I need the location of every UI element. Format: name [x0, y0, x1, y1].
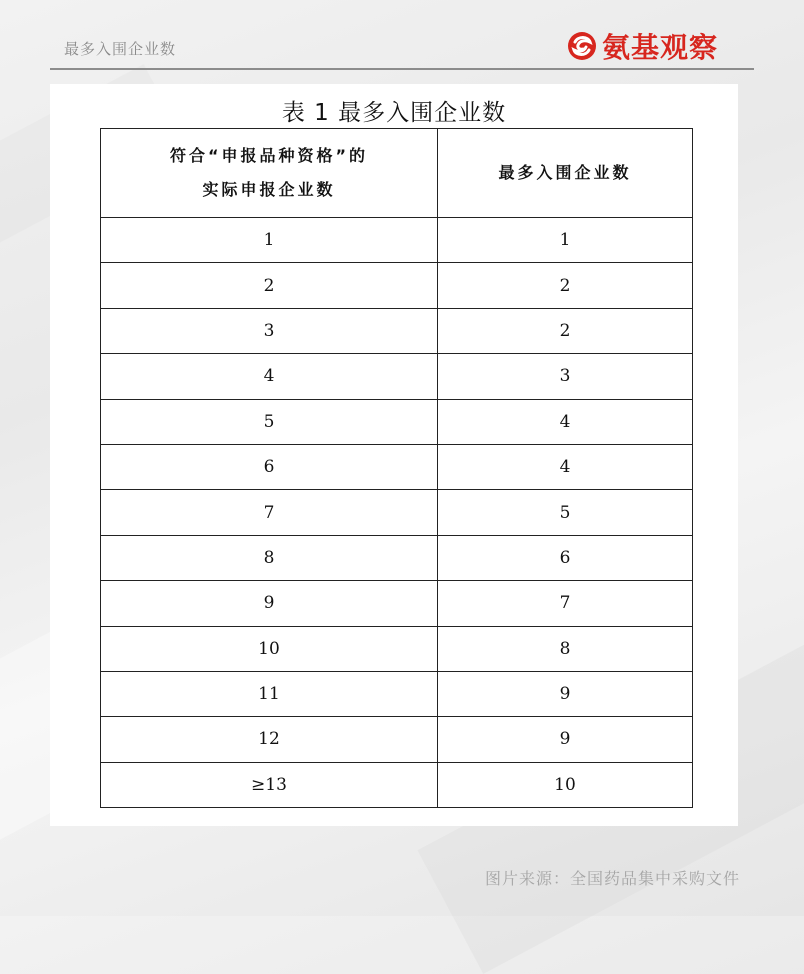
cell-max-winners: 5 [438, 490, 693, 535]
cell-applicants: ≥13 [101, 762, 438, 807]
table-row [101, 263, 693, 308]
cell-applicants: 4 [101, 354, 438, 399]
page-header [0, 0, 804, 72]
table-row [101, 717, 693, 762]
cell-applicants: 11 [101, 671, 438, 716]
table-row [101, 444, 693, 489]
brand-logo [566, 26, 718, 66]
table-row [101, 308, 693, 353]
cell-max-winners: 1 [438, 218, 693, 263]
data-table [100, 128, 693, 808]
column-header-max-winners: 最多入围企业数 [438, 129, 693, 218]
cell-applicants: 1 [101, 218, 438, 263]
table-row [101, 490, 693, 535]
cell-applicants: 2 [101, 263, 438, 308]
cell-max-winners: 2 [438, 308, 693, 353]
cell-applicants: 7 [101, 490, 438, 535]
cell-applicants: 10 [101, 626, 438, 671]
table-row [101, 762, 693, 807]
header-title: 最多入围企业数 [64, 40, 177, 58]
document-page [50, 84, 738, 826]
table-row [101, 354, 693, 399]
cell-applicants: 6 [101, 444, 438, 489]
cell-max-winners: 6 [438, 535, 693, 580]
logo-text: 氨基观察 [602, 31, 719, 64]
table-header-row [101, 129, 693, 218]
cell-max-winners: 8 [438, 626, 693, 671]
table-row [101, 218, 693, 263]
column-header-applicants [101, 129, 438, 218]
cell-max-winners: 10 [438, 762, 693, 807]
swirl-logo-icon [566, 30, 598, 62]
cell-max-winners: 9 [438, 671, 693, 716]
cell-max-winners: 9 [438, 717, 693, 762]
cell-applicants: 12 [101, 717, 438, 762]
header-line: 实际申报企业数 [202, 180, 336, 199]
table-title: 表 1 最多入围企业数 [281, 100, 507, 126]
header-line: 符合“申报品种资格”的 [169, 146, 369, 165]
table-row [101, 535, 693, 580]
cell-max-winners: 3 [438, 354, 693, 399]
cell-max-winners: 2 [438, 263, 693, 308]
cell-max-winners: 4 [438, 399, 693, 444]
cell-applicants: 8 [101, 535, 438, 580]
cell-applicants: 5 [101, 399, 438, 444]
cell-max-winners: 4 [438, 444, 693, 489]
table-row [101, 399, 693, 444]
cell-applicants: 3 [101, 308, 438, 353]
table-row [101, 626, 693, 671]
table-row [101, 671, 693, 716]
table-row [101, 581, 693, 626]
table-body [101, 218, 693, 808]
cell-applicants: 9 [101, 581, 438, 626]
cell-max-winners: 7 [438, 581, 693, 626]
image-source-caption: 图片来源：全国药品集中采购文件 [484, 869, 740, 888]
header-divider [50, 68, 754, 70]
